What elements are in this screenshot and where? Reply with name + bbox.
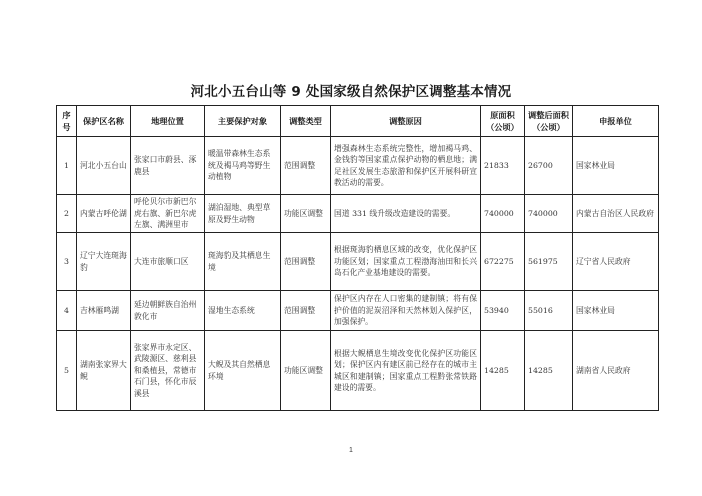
- header-original-area: 原面积（公顷）: [481, 106, 525, 137]
- cell-applicant: 国家林业局: [573, 291, 659, 331]
- table-row: [57, 137, 659, 195]
- cell-location: 大连市旅顺口区: [131, 233, 205, 291]
- cell-location: 延边朝鲜族自治州敦化市: [131, 291, 205, 331]
- cell-object: 湿地生态系统: [205, 291, 281, 331]
- cell-object: 暖温带森林生态系统及褐马鸡等野生动植物: [205, 137, 281, 195]
- cell-location: 张家口市蔚县、涿鹿县: [131, 137, 205, 195]
- cell-reason: 保护区内存在人口密集的建制镇；将有保护价值的泥炭沼泽和天然林划入保护区，加强保护。: [331, 291, 481, 331]
- cell-applicant: 辽宁省人民政府: [573, 233, 659, 291]
- cell-name: 湖南张家界大鲵: [77, 331, 131, 411]
- page-number: 1: [349, 447, 353, 454]
- document-title: 河北小五台山等 9 处国家级自然保护区调整基本情况: [190, 84, 512, 100]
- cell-seq: 3: [57, 233, 77, 291]
- cell-seq: 5: [57, 331, 77, 411]
- table-header-row: [57, 106, 659, 137]
- cell-object: 大鲵及其自然栖息环境: [205, 331, 281, 411]
- cell-name: 辽宁大连斑海豹: [77, 233, 131, 291]
- cell-reason: 根据斑海豹栖息区域的改变，优化保护区功能区划；国家重点工程渤海油田和长兴岛石化产业基地建设的需要。: [331, 233, 481, 291]
- cell-type: 功能区调整: [281, 331, 331, 411]
- cell-seq: 1: [57, 137, 77, 195]
- cell-original-area: 672275: [481, 233, 525, 291]
- table-row: [57, 233, 659, 291]
- header-seq: 序号: [57, 106, 77, 137]
- header-reason: 调整原因: [331, 106, 481, 137]
- cell-applicant: 内蒙古自治区人民政府: [573, 195, 659, 233]
- cell-reason: 根据大鲵栖息生境改变优化保护区功能区划；保护区内有建区前已经存在的城市主城区和建制镇；国家重点工程黔张常铁路建设的需要。: [331, 331, 481, 411]
- cell-applicant: 国家林业局: [573, 137, 659, 195]
- header-location: 地理位置: [131, 106, 205, 137]
- cell-type: 范围调整: [281, 291, 331, 331]
- cell-seq: 2: [57, 195, 77, 233]
- header-applicant: 申报单位: [573, 106, 659, 137]
- cell-adjusted-area: 26700: [525, 137, 573, 195]
- cell-type: 范围调整: [281, 233, 331, 291]
- cell-object: 斑海豹及其栖息生境: [205, 233, 281, 291]
- cell-name: 河北小五台山: [77, 137, 131, 195]
- cell-adjusted-area: 740000: [525, 195, 573, 233]
- cell-original-area: 21833: [481, 137, 525, 195]
- cell-location: 呼伦贝尔市新巴尔虎右旗、新巴尔虎左旗、满洲里市: [131, 195, 205, 233]
- header-type: 调整类型: [281, 106, 331, 137]
- cell-original-area: 740000: [481, 195, 525, 233]
- cell-adjusted-area: 55016: [525, 291, 573, 331]
- reserve-adjustment-table: [56, 105, 659, 411]
- cell-name: 内蒙古呼伦湖: [77, 195, 131, 233]
- cell-adjusted-area: 14285: [525, 331, 573, 411]
- cell-name: 吉林雁鸣湖: [77, 291, 131, 331]
- cell-adjusted-area: 561975: [525, 233, 573, 291]
- cell-applicant: 湖南省人民政府: [573, 331, 659, 411]
- cell-type: 功能区调整: [281, 195, 331, 233]
- cell-type: 范围调整: [281, 137, 331, 195]
- header-name: 保护区名称: [77, 106, 131, 137]
- cell-location: 张家界市永定区、武陵源区、慈利县和桑植县，常德市石门县，怀化市辰溪县: [131, 331, 205, 411]
- table-row: [57, 291, 659, 331]
- cell-original-area: 53940: [481, 291, 525, 331]
- table-row: [57, 331, 659, 411]
- header-adjusted-area: 调整后面积（公顷）: [525, 106, 573, 137]
- table-row: [57, 195, 659, 233]
- cell-reason: 增强森林生态系统完整性，增加褐马鸡、金钱豹等国家重点保护动物的栖息地；满足社区发展生态旅游和保护区开展科研宣教活动的需要。: [331, 137, 481, 195]
- cell-original-area: 14285: [481, 331, 525, 411]
- cell-reason: 国道 331 线升级改造建设的需要。: [331, 195, 481, 233]
- cell-seq: 4: [57, 291, 77, 331]
- cell-object: 湖泊湿地、典型草原及野生动物: [205, 195, 281, 233]
- header-object: 主要保护对象: [205, 106, 281, 137]
